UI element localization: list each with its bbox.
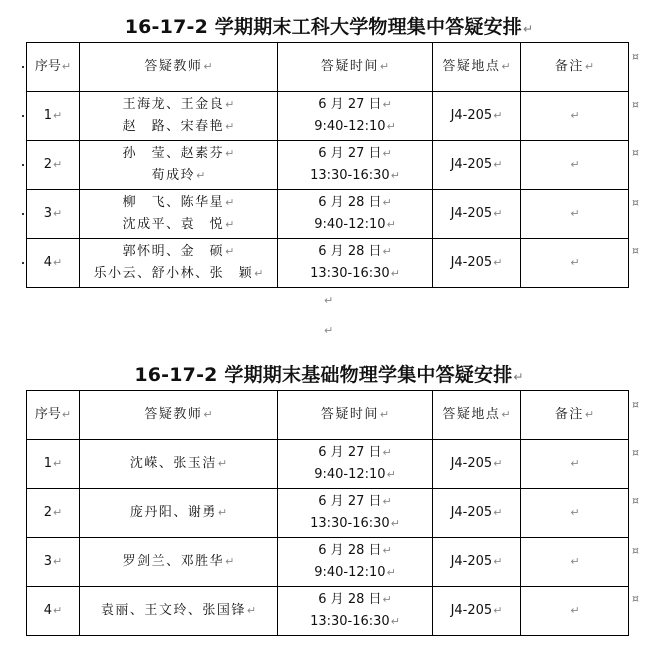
- table-row: [27, 538, 629, 587]
- basic-physics-title-text: 16-17-2 学期期末基础物理学集中答疑安排: [134, 364, 513, 386]
- remark-cell: ↵: [521, 489, 629, 538]
- session-time: 6 月 28 日↵ 13:30-16:30↵: [278, 239, 433, 288]
- session-time: 6 月 27 日↵ 9:40-12:10↵: [278, 92, 433, 141]
- row-bullet: [22, 213, 24, 215]
- engineering-physics-title-text: 16-17-2 学期期末工科大学物理集中答疑安排: [124, 16, 523, 38]
- session-time: 6 月 27 日↵ 9:40-12:10↵: [278, 440, 433, 489]
- session-place: J4-205↵: [433, 92, 521, 141]
- row-end-mark: ¤: [632, 398, 639, 411]
- remark-cell: ↵: [521, 92, 629, 141]
- teacher-names: 袁丽、王文玲、张国锋↵: [80, 587, 278, 636]
- paragraph-mark: ↵: [523, 22, 534, 36]
- table-row: [27, 239, 629, 288]
- table-row: [27, 141, 629, 190]
- row-number: 3↵: [27, 190, 80, 239]
- row-end-mark: ¤: [632, 196, 639, 209]
- remark-cell: ↵: [521, 538, 629, 587]
- row-end-mark: ¤: [632, 146, 639, 159]
- row-number: 3↵: [27, 538, 80, 587]
- row-end-mark: ¤: [632, 244, 639, 257]
- table-row: [27, 190, 629, 239]
- row-end-mark: ¤: [632, 592, 639, 605]
- session-place: J4-205↵: [433, 489, 521, 538]
- session-place: J4-205↵: [433, 587, 521, 636]
- row-end-mark: ¤: [632, 544, 639, 557]
- row-bullet: [22, 262, 24, 264]
- engineering-physics-title: [0, 12, 658, 39]
- row-number: 1↵: [27, 440, 80, 489]
- teacher-names: 沈嵘、张玉洁↵: [80, 440, 278, 489]
- header-cell-time: 答疑时间↵: [278, 43, 433, 92]
- session-time: 6 月 27 日↵ 13:30-16:30↵: [278, 141, 433, 190]
- row-number: 2↵: [27, 141, 80, 190]
- header-cell-time: 答疑时间↵: [278, 391, 433, 440]
- header-cell-no: 序号↵: [27, 391, 80, 440]
- teacher-names: 孙 莹、赵素芬↵ 荀成玲↵: [80, 141, 278, 190]
- row-number: 1↵: [27, 92, 80, 141]
- session-place: J4-205↵: [433, 440, 521, 489]
- table-row: [27, 587, 629, 636]
- session-time: 6 月 27 日↵ 13:30-16:30↵: [278, 489, 433, 538]
- remark-cell: ↵: [521, 190, 629, 239]
- remark-cell: ↵: [521, 440, 629, 489]
- row-bullet: [22, 164, 24, 166]
- remark-cell: ↵: [521, 141, 629, 190]
- paragraph-mark: ↵: [324, 324, 334, 337]
- session-time: 6 月 28 日↵ 9:40-12:10↵: [278, 190, 433, 239]
- header-cell-place: 答疑地点↵: [433, 43, 521, 92]
- session-place: J4-205↵: [433, 239, 521, 288]
- teacher-names: 郭怀明、金 硕↵ 乐小云、舒小林、张 颖↵: [80, 239, 278, 288]
- session-place: J4-205↵: [433, 141, 521, 190]
- basic-physics-schedule-table: [26, 390, 629, 636]
- row-number: 4↵: [27, 239, 80, 288]
- teacher-names: 王海龙、王金良↵ 赵 路、宋春艳↵: [80, 92, 278, 141]
- table-header-row: [27, 391, 629, 440]
- session-place: J4-205↵: [433, 538, 521, 587]
- header-cell-remark: 备注↵: [521, 43, 629, 92]
- paragraph-mark: ↵: [513, 370, 524, 384]
- teacher-names: 庞丹阳、谢勇↵: [80, 489, 278, 538]
- header-cell-place: 答疑地点↵: [433, 391, 521, 440]
- teacher-names: 罗剑兰、邓胜华↵: [80, 538, 278, 587]
- header-cell-remark: 备注↵: [521, 391, 629, 440]
- table-row: [27, 489, 629, 538]
- row-bullet: [22, 66, 24, 68]
- header-cell-no: 序号↵: [27, 43, 80, 92]
- row-end-mark: ¤: [632, 446, 639, 459]
- engineering-physics-schedule-table: [26, 42, 629, 288]
- basic-physics-title: [0, 360, 658, 387]
- table-header-row: [27, 43, 629, 92]
- teacher-names: 柳 飞、陈华星↵ 沈成平、袁 悦↵: [80, 190, 278, 239]
- paragraph-mark: ↵: [324, 294, 334, 307]
- row-number: 2↵: [27, 489, 80, 538]
- header-cell-teachers: 答疑教师↵: [80, 391, 278, 440]
- header-cell-teachers: 答疑教师↵: [80, 43, 278, 92]
- table-row: [27, 92, 629, 141]
- row-bullet: [22, 115, 24, 117]
- session-time: 6 月 28 日↵ 9:40-12:10↵: [278, 538, 433, 587]
- session-place: J4-205↵: [433, 190, 521, 239]
- row-end-mark: ¤: [632, 50, 639, 63]
- session-time: 6 月 28 日↵ 13:30-16:30↵: [278, 587, 433, 636]
- table-row: [27, 440, 629, 489]
- row-end-mark: ¤: [632, 98, 639, 111]
- row-end-mark: ¤: [632, 494, 639, 507]
- row-number: 4↵: [27, 587, 80, 636]
- remark-cell: ↵: [521, 587, 629, 636]
- remark-cell: ↵: [521, 239, 629, 288]
